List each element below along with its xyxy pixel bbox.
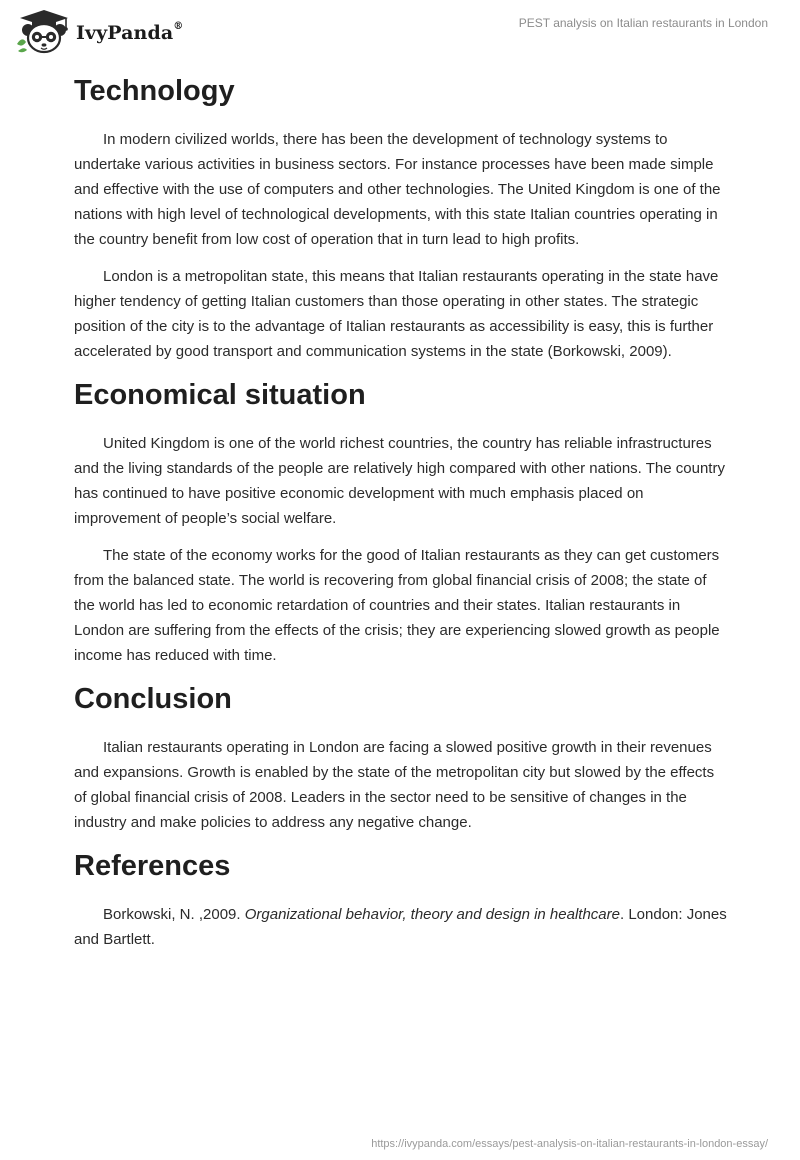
paragraph: London is a metropolitan state, this means that Italian restaurants operating in the state have higher tendency of getting Italian customers than those operating in other states. The strategic position of the city is to the advantage of Italian restaurants as accessibility is easy, this is further accelerated by good transport and communication systems in the state (Borkowski, 2009). [74, 268, 719, 360]
paragraph: In modern civilized worlds, there has been the development of technology systems to undertake various activities in business sectors. For instance processes have been made simple and effective with the use of computers and other technologies. The United Kingdom is one of the nations with high level of technological developments, with this state Italian countries operating in the country benefit from low cost of operation that in turn lead to high profits. [74, 131, 721, 248]
reference-entry [74, 902, 730, 952]
section-economical-situation [74, 376, 730, 668]
source-url[interactable]: https://ivypanda.com/essays/pest-analysis-on-italian-restaurants-in-london-essay/ [371, 1138, 768, 1150]
panda-graduate-icon [14, 8, 70, 54]
registered-mark: ® [173, 20, 184, 32]
reference-author-year: Borkowski, N. ,2009. [103, 906, 245, 923]
section-heading: Technology [74, 75, 235, 107]
reference-title-punctuation: . [619, 906, 625, 923]
section-references [74, 847, 730, 952]
section-heading: Economical situation [74, 379, 366, 411]
reference-title: Organizational behavior, theory and design in healthcare [244, 906, 620, 923]
section-heading: References [74, 850, 231, 882]
reference-publisher: London: Jones and Bartlett. [74, 906, 727, 948]
section-technology [74, 72, 730, 364]
paragraph: United Kingdom is one of the world richest countries, the country has reliable infrastructures and the living standards of the people are relatively high compared with other nations. The country has continued to have positive economic development with much emphasis placed on improvement of people’s social welfare. [74, 435, 725, 527]
brand-name: IvyPanda® [76, 20, 184, 44]
section-conclusion [74, 680, 730, 835]
essay-content [74, 72, 730, 964]
ivypanda-logo[interactable] [14, 8, 183, 54]
document-title: PEST analysis on Italian restaurants in London [518, 16, 768, 30]
section-heading: Conclusion [74, 683, 232, 715]
paragraph: The state of the economy works for the good of Italian restaurants as they can get customers from the balanced state. The world is recovering from global financial crisis of 2008; the state of the world has led to economic retardation of countries and their states. Italian restaurants in London are suffering from the effects of the crisis; they are experiencing slowed growth as people income has reduced with time. [74, 547, 720, 664]
page-header [0, 0, 800, 60]
paragraph: Italian restaurants operating in London are facing a slowed positive growth in their revenues and expansions. Growth is enabled by the state of the metropolitan city but slowed by the effects of global financial crisis of 2008. Leaders in the sector need to be sensitive of changes in the industry and make policies to address any negative change. [74, 739, 715, 831]
